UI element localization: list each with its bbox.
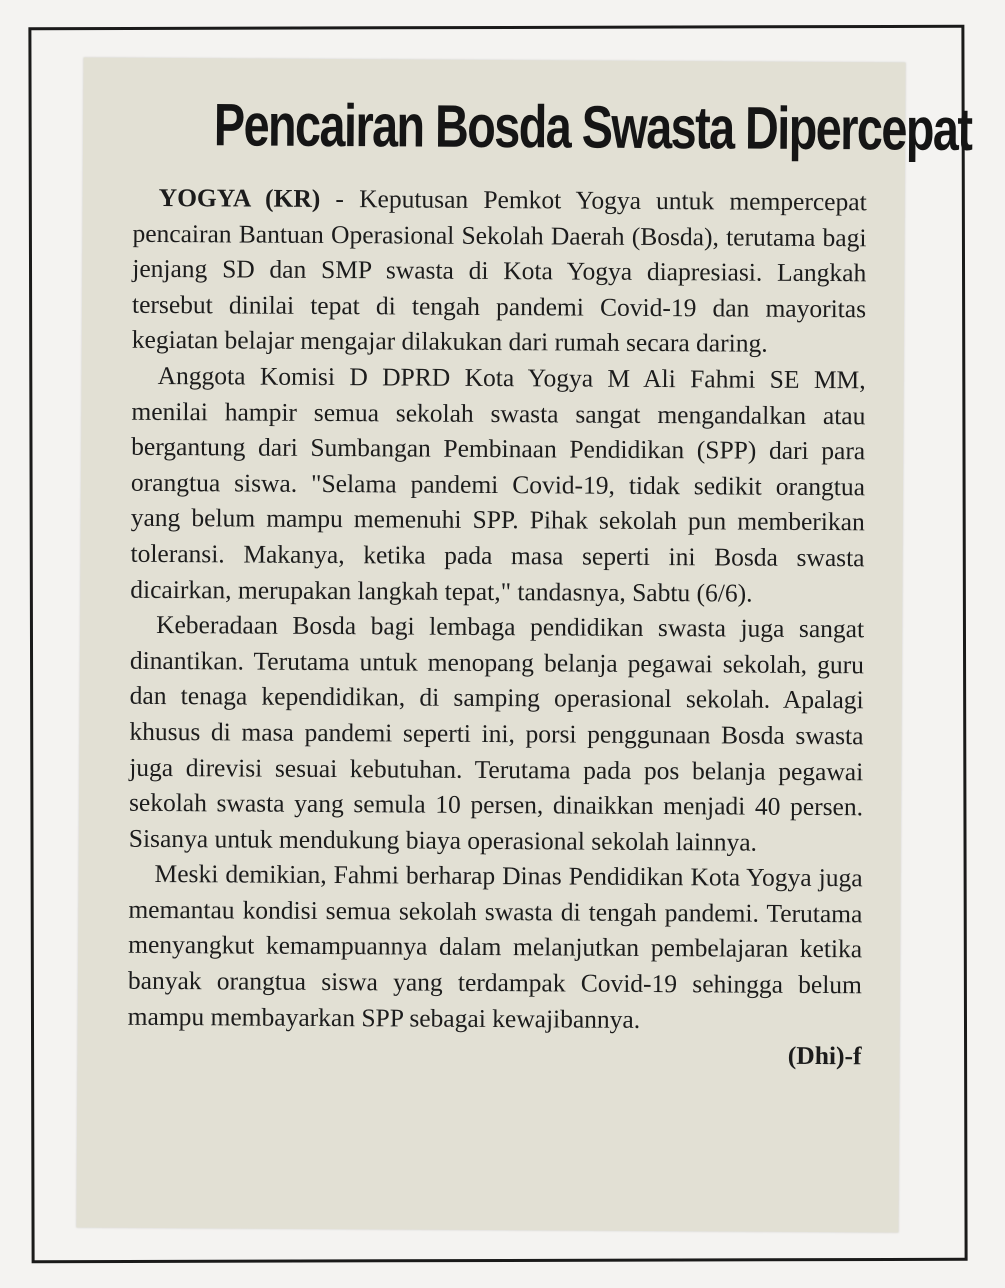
paragraph-2: Anggota Komisi D DPRD Kota Yogya M Ali Fahmi SE MM, menilai hampir semua sekolah swasta sangat mengandalkan atau bergantung dari Sumbangan Pembinaan Pendidikan (SPP) dari para orangtua siswa. "Selama pandemi Covid-19, tidak sedikit orangtua yang belum mampu memenuhi SPP. Pihak sekolah pun memberikan toleransi. Makanya, ketika pada masa seperti ini Bosda swasta dicairkan, merupakan langkah tepat," tandasnya, Sabtu (6/6).: [130, 360, 866, 608]
paragraph-1: [132, 180, 867, 362]
credit-row: [127, 1034, 861, 1074]
newspaper-clipping: [76, 58, 972, 1233]
author-credit: (Dhi)-f: [787, 1041, 862, 1071]
dateline: YOGYA (KR): [158, 182, 321, 213]
article-headline: Pencairan Bosda Swasta Dipercepat: [213, 91, 972, 163]
paragraph-3: Keberadaan Bosda bagi lembaga pendidikan swasta juga sangat dinantikan. Terutama untuk menopang belanja pegawai sekolah, guru dan tenaga kependidikan, di samping operasional sekolah. Apalagi khusus di masa pandemi seperti ini, porsi penggunaan Bosda swasta juga direvisi sesuai kebutuhan. Terutama pada pos belanja pegawai sekolah swasta yang semula 10 persen, dinaikkan menjadi 40 persen. Sisanya untuk mendukung biaya operasional sekolah lainnya.: [128, 610, 865, 857]
paragraph-1-text: - Keputusan Pemkot Yogya untuk mempercepat pencairan Bantuan Operasional Sekolah Daerah (Bosda), terutama bagi jenjang SD dan SMP swasta di Kota Yogya diapresiasi. Langkah tersebut dinilai tepat di tengah pandemi Covid-19 dan mayoritas kegiatan belajar mengajar dilakukan dari rumah secara daring.: [131, 183, 867, 359]
paragraph-4: Meski demikian, Fahmi berharap Dinas Pendidikan Kota Yogya juga memantau kondisi semua sekolah swasta di tengah pandemi. Terutama menyangkut kemampuannya dalam melanjutkan pembelajaran ketika banyak orangtua siswa yang terdampak Covid-19 sehingga belum mampu membayarkan SPP sebagai kewajibannya.: [127, 859, 863, 1034]
article-body: [127, 180, 866, 1074]
